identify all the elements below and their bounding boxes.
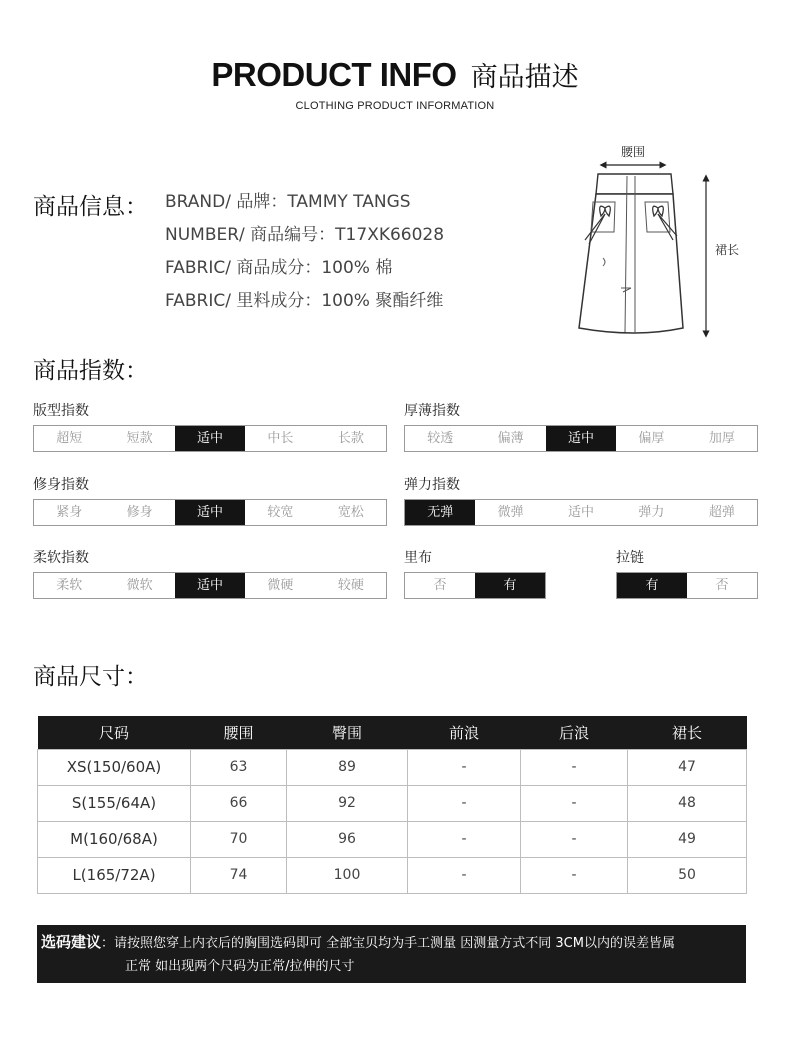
- size-table: [37, 716, 747, 894]
- index-option: 弹力: [638, 505, 665, 520]
- index-option: 中长: [267, 431, 294, 446]
- index-option: 偏薄: [497, 431, 524, 446]
- fabric-line: FABRIC/ 商品成分：100% 棉: [165, 258, 393, 278]
- size-advice-banner: [37, 925, 746, 983]
- product-info-label: 商品信息：: [33, 194, 148, 220]
- hip-cell: 96: [287, 821, 408, 857]
- index-option: 超弹: [708, 505, 735, 520]
- length-cell: 47: [628, 749, 747, 785]
- index-scale: [404, 572, 546, 599]
- table-row: [38, 857, 747, 893]
- front-rise-cell: -: [408, 821, 521, 857]
- index-option-selected: 适中: [546, 426, 616, 451]
- length-cell: 48: [628, 785, 747, 821]
- brand-line: BRAND/ 品牌：TAMMY TANGS: [165, 192, 411, 212]
- back-rise-cell: -: [521, 749, 628, 785]
- hip-cell: 100: [287, 857, 408, 893]
- index-title: 拉链: [616, 550, 644, 566]
- front-rise-cell: -: [408, 749, 521, 785]
- index-scale: [33, 499, 387, 526]
- index-option: 微硬: [267, 578, 294, 593]
- index-title: 厚薄指数: [404, 403, 460, 419]
- index-option: 柔软: [56, 578, 83, 593]
- index-option: 较宽: [267, 505, 294, 520]
- index-title: 里布: [404, 550, 432, 566]
- size-cell: S(155/64A): [38, 785, 191, 821]
- lining-index: [404, 549, 546, 599]
- table-row: [38, 749, 747, 785]
- elasticity-index: [404, 476, 758, 526]
- size-advice-text-2: 正常 如出现两个尺码为正常/拉伸的尺寸: [125, 959, 355, 974]
- length-cell: 50: [628, 857, 747, 893]
- length-label: 裙长: [715, 243, 740, 257]
- size-section-label: 商品尺寸：: [33, 664, 148, 690]
- index-option: 较硬: [337, 578, 364, 593]
- waist-label: 腰围: [620, 145, 646, 159]
- softness-index: [33, 549, 387, 599]
- page-title-cn: 商品描述: [470, 62, 579, 93]
- index-title: 柔软指数: [33, 550, 89, 566]
- index-option: 宽松: [337, 505, 364, 520]
- index-scale: [616, 572, 758, 599]
- header-waist: 腰围: [191, 716, 287, 749]
- waist-cell: 66: [191, 785, 287, 821]
- back-rise-cell: -: [521, 857, 628, 893]
- size-advice-text-1: ：请按照您穿上内衣后的胸围选码即可 全部宝贝均为手工测量 因测量方式不同 3CM以内的误差皆属: [101, 936, 675, 951]
- index-title: 版型指数: [33, 403, 89, 419]
- index-scale: [404, 499, 758, 526]
- back-rise-cell: -: [521, 821, 628, 857]
- waist-cell: 74: [191, 857, 287, 893]
- index-option-selected: 适中: [175, 500, 245, 525]
- index-option: 偏厚: [638, 431, 665, 446]
- fit-length-index: [33, 402, 387, 452]
- size-table-header: [38, 716, 747, 749]
- page-header: [0, 55, 790, 112]
- index-option: 微弹: [497, 505, 524, 520]
- size-cell: M(160/68A): [38, 821, 191, 857]
- hip-cell: 92: [287, 785, 408, 821]
- index-option-selected: 无弹: [405, 500, 475, 525]
- index-option-selected: 有: [617, 573, 687, 598]
- header-hip: 臀围: [287, 716, 408, 749]
- page-subtitle: CLOTHING PRODUCT INFORMATION: [295, 100, 495, 112]
- size-advice-lead: 选码建议: [41, 933, 102, 951]
- lining-line: FABRIC/ 里料成分：100% 聚酯纤维: [165, 291, 444, 311]
- index-option: 短款: [126, 431, 153, 446]
- skirt-diagram: [565, 140, 755, 345]
- zipper-index: [616, 549, 758, 599]
- size-advice-line-1: [41, 931, 746, 955]
- index-option: 超短: [56, 431, 83, 446]
- header-size: 尺码: [38, 716, 191, 749]
- index-option-selected: 有: [475, 573, 545, 598]
- index-section-label: 商品指数：: [33, 358, 148, 384]
- length-cell: 49: [628, 821, 747, 857]
- index-option: 修身: [126, 505, 153, 520]
- table-row: [38, 785, 747, 821]
- size-cell: L(165/72A): [38, 857, 191, 893]
- skirt-illustration-icon: [565, 140, 755, 345]
- index-option: 加厚: [708, 431, 735, 446]
- header-back-rise: 后浪: [521, 716, 628, 749]
- table-row: [38, 821, 747, 857]
- header-length: 裙长: [628, 716, 747, 749]
- product-info-lines: [165, 190, 444, 322]
- index-scale: [404, 425, 758, 452]
- index-option: 较透: [427, 431, 454, 446]
- index-option: 长款: [337, 431, 364, 446]
- index-option: 紧身: [56, 505, 83, 520]
- index-scale: [33, 425, 387, 452]
- waist-cell: 63: [191, 749, 287, 785]
- front-rise-cell: -: [408, 857, 521, 893]
- index-option: 适中: [568, 505, 595, 520]
- hip-cell: 89: [287, 749, 408, 785]
- page-title-en: PRODUCT INFO: [211, 56, 457, 93]
- header-front-rise: 前浪: [408, 716, 521, 749]
- front-rise-cell: -: [408, 785, 521, 821]
- back-rise-cell: -: [521, 785, 628, 821]
- number-line: NUMBER/ 商品编号：T17XK66028: [165, 225, 445, 245]
- index-scale: [33, 572, 387, 599]
- index-option: 否: [433, 578, 447, 593]
- waist-cell: 70: [191, 821, 287, 857]
- index-title: 修身指数: [33, 477, 89, 493]
- size-cell: XS(150/60A): [38, 749, 191, 785]
- title-row: [0, 55, 790, 94]
- thickness-index: [404, 402, 758, 452]
- index-title: 弹力指数: [404, 477, 460, 493]
- index-option: 否: [715, 578, 729, 593]
- slim-index: [33, 476, 387, 526]
- index-option: 微软: [126, 578, 153, 593]
- index-option-selected: 适中: [175, 573, 245, 598]
- index-option-selected: 适中: [175, 426, 245, 451]
